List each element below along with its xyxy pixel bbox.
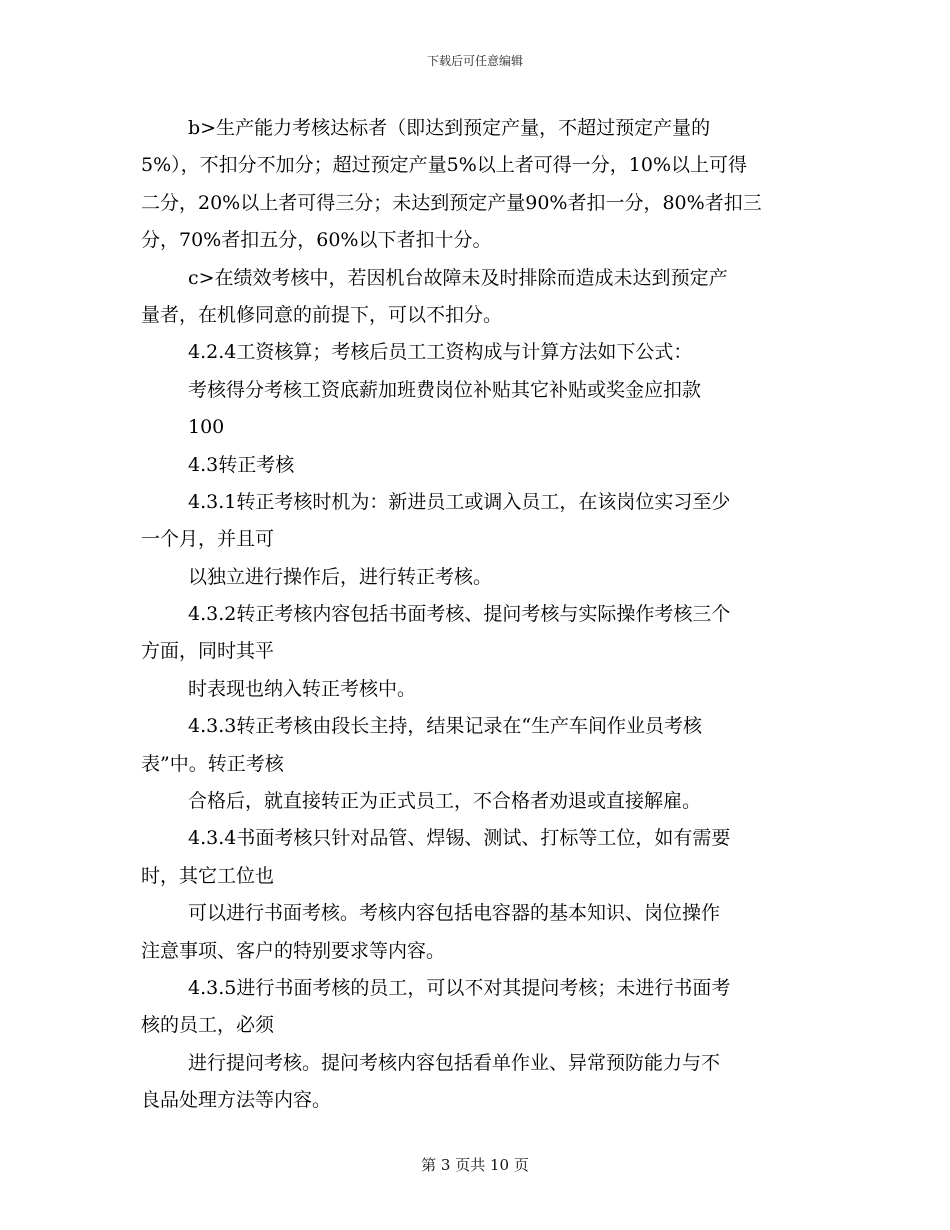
text-line: 4.2.4工资核算；考核后员工工资构成与计算方法如下公式： [188, 341, 693, 364]
text-line: 4.3.2转正考核内容包括书面考核、提问考核与实际操作考核三个 [188, 603, 731, 626]
text-line: 表”中。转正考核 [141, 752, 284, 775]
page-footer: 第 3 页共 10 页 [421, 1156, 529, 1174]
section-heading: 4.3转正考核 [188, 453, 295, 476]
text-line: 100 [188, 416, 225, 439]
text-line: 注意事项、客户的特别要求等内容。 [141, 939, 446, 962]
text-line: 可以进行书面考核。考核内容包括电容器的基本知识、岗位操作 [188, 902, 721, 925]
text-line: 以独立进行操作后，进行转正考核。 [188, 565, 493, 588]
text-line: 良品处理方法等内容。 [141, 1089, 332, 1112]
text-line: 进行提问考核。提问考核内容包括看单作业、异常预防能力与不 [188, 1051, 721, 1074]
text-line: 时，其它工位也 [141, 864, 275, 887]
document-body [141, 110, 816, 1120]
text-line: 4.3.1转正考核时机为：新进员工或调入员工，在该岗位实习至少 [188, 490, 731, 513]
text-line: 核的员工，必须 [141, 1014, 275, 1037]
text-line: 分，70%者扣五分，60%以下者扣十分。 [141, 229, 492, 252]
text-line: 二分，20%以上者可得三分；未达到预定产量90%者扣一分，80%者扣三 [141, 191, 762, 214]
text-line: 4.3.4书面考核只针对品管、焊锡、测试、打标等工位，如有需要 [188, 827, 731, 850]
text-line: 合格后，就直接转正为正式员工，不合格者劝退或直接解雇。 [188, 790, 702, 813]
page-header: 下载后可任意编辑 [426, 54, 523, 68]
text-line: 4.3.5进行书面考核的员工，可以不对其提问考核；未进行书面考 [188, 976, 731, 999]
text-line: 时表现也纳入转正考核中。 [188, 677, 417, 700]
text-line: 考核得分考核工资底薪加班费岗位补贴其它补贴或奖金应扣款 [188, 378, 702, 401]
text-line: 量者，在机修同意的前提下，可以不扣分。 [141, 303, 503, 326]
text-line: 5%），不扣分不加分；超过预定产量5%以上者可得一分，10%以上可得 [141, 154, 748, 177]
text-line: 4.3.3转正考核由段长主持，结果记录在“生产车间作业员考核 [188, 715, 703, 738]
text-line: 方面，同时其平 [141, 640, 275, 663]
text-line: c>在绩效考核中，若因机台故障未及时排除而造成未达到预定产 [188, 266, 728, 289]
text-line: 一个月，并且可 [141, 528, 275, 551]
text-line: b>生产能力考核达标者（即达到预定产量，不超过预定产量的 [188, 117, 711, 139]
